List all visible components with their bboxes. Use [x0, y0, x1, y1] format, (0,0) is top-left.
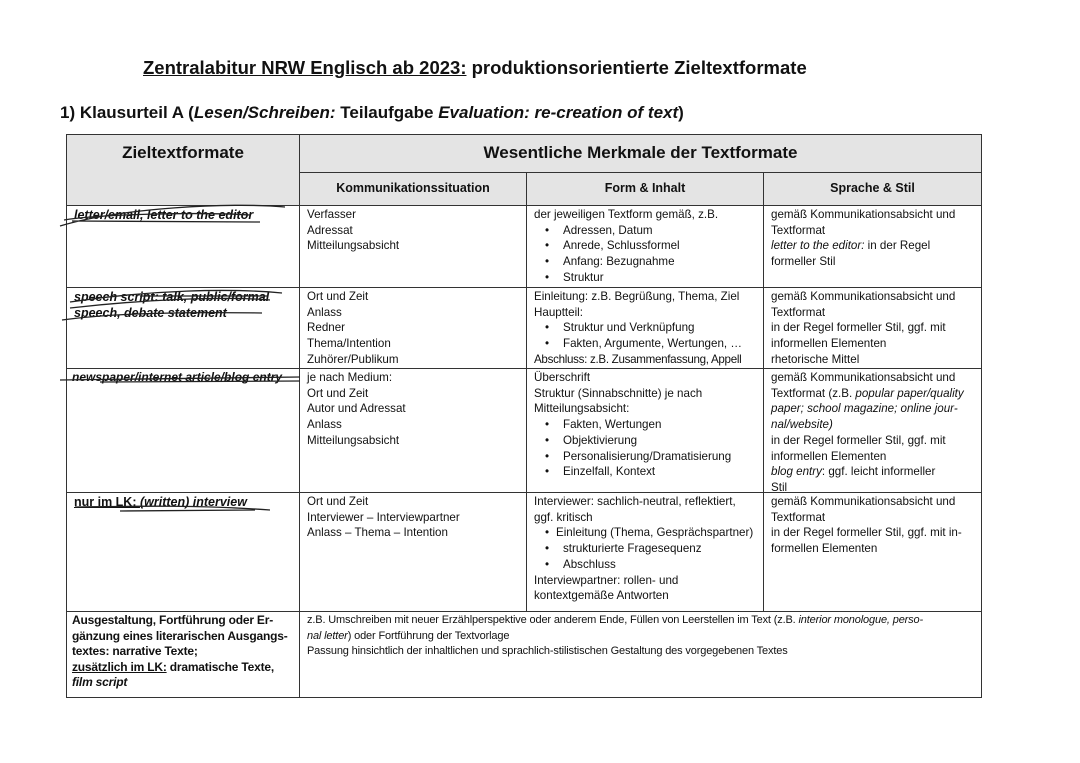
line: in der Regel formeller Stil, ggf. mit — [771, 433, 946, 447]
form-cell — [526, 287, 764, 369]
line: in der Regel formeller Stil, ggf. mit in- — [771, 526, 962, 540]
format-cell-speech — [66, 287, 300, 369]
form-cell — [526, 368, 764, 493]
line: gemäß Kommunikationsabsicht und — [771, 290, 956, 303]
line: je nach Medium: — [307, 371, 393, 384]
bullet: • Anrede, Schlussformel — [534, 238, 756, 254]
bullet: • Objektivierung — [534, 433, 756, 449]
section-heading — [60, 103, 684, 123]
desc-cell — [299, 611, 982, 698]
line: informellen Elementen — [771, 449, 887, 463]
line: Adressat — [307, 223, 353, 237]
title-rest: produktionsorientierte Zieltextformate — [466, 57, 807, 78]
komm-cell — [299, 205, 527, 288]
header-merkmale: Wesentliche Merkmale der Textformate — [299, 134, 982, 173]
sh-c: Teilaufgabe — [335, 103, 439, 122]
line: gemäß Kommunikationsabsicht und — [771, 371, 956, 384]
line: ggf. kritisch — [534, 510, 593, 524]
line: Textformat — [771, 305, 826, 319]
bullet: • Struktur — [534, 270, 756, 286]
line: Interviewer – Interviewpartner — [307, 510, 460, 524]
line: Hauptteil: — [534, 305, 583, 319]
line: Thema/Intention — [307, 337, 391, 351]
sh-b: Lesen/Schreiben: — [193, 103, 336, 122]
header-kommunikation: Kommunikationssituation — [299, 172, 527, 206]
format-cell-article — [66, 368, 300, 493]
line: Ort und Zeit — [307, 290, 369, 303]
format-label: newspaper/internet article/blog entry — [72, 370, 283, 384]
format-label: speech, debate statement — [74, 305, 227, 320]
text: dramatische Texte, — [166, 659, 274, 674]
line: Überschrift — [534, 371, 591, 384]
format-label: letter/email, letter to the editor — [74, 208, 254, 222]
italic: nal letter — [307, 629, 348, 642]
line: Ausgestaltung, Fortführung oder Er- — [72, 613, 273, 627]
line: Interviewer: sachlich-neutral, reflektiert, — [534, 495, 736, 508]
format-cell-literary — [66, 611, 300, 698]
line: kontextgemäße Antworten — [534, 589, 669, 603]
line: Passung hinsichtlich der inhaltlichen und sprachlich-stilistischen Gestaltung des vorgegebenen Textes — [307, 645, 788, 658]
line: gemäß Kommunikationsabsicht und — [771, 495, 956, 508]
lk-label: zusätzlich im LK: — [72, 659, 167, 674]
line: textes: narrative Texte; — [72, 644, 198, 658]
italic: interior monologue, perso- — [798, 614, 924, 626]
text: : ggf. leicht informeller — [821, 465, 936, 479]
bullet: • Fakten, Argumente, Wertungen, … — [534, 336, 756, 352]
header-sprache: Sprache & Stil — [763, 172, 982, 206]
stil-cell — [763, 368, 982, 493]
page-title — [143, 57, 807, 79]
line: in der Regel formeller Stil, ggf. mit — [771, 321, 946, 335]
line: gemäß Kommunikationsabsicht und — [771, 208, 956, 221]
line: Textformat — [771, 510, 826, 524]
sh-e: ) — [678, 103, 684, 122]
komm-cell — [299, 368, 527, 493]
text: in der Regel — [864, 239, 931, 253]
line: Zuhörer/Publikum — [307, 352, 399, 366]
line — [771, 386, 974, 402]
line — [771, 464, 974, 480]
bullet: • Einleitung (Thema, Gesprächspartner) — [534, 525, 756, 541]
komm-cell — [299, 492, 527, 612]
text: Textformat (z.B. — [771, 386, 856, 400]
lk-label: nur im LK: — [74, 495, 140, 509]
line: Anlass — [307, 305, 342, 319]
text: ) oder Fortführung der Textvorlage — [347, 629, 510, 642]
bullet: • strukturierte Fragesequenz — [534, 541, 756, 557]
bullet: • Fakten, Wertungen — [534, 417, 756, 433]
komm-cell — [299, 287, 527, 369]
format-label — [74, 495, 292, 511]
line: Interviewpartner: rollen- und — [534, 573, 679, 587]
line: Einleitung: z.B. Begrüßung, Thema, Ziel — [534, 290, 740, 303]
line — [72, 660, 294, 676]
line — [771, 238, 974, 254]
bullet: • Anfang: Bezugnahme — [534, 254, 756, 270]
stil-cell — [763, 492, 982, 612]
line: informellen Elementen — [771, 337, 887, 351]
line: Mitteilungsabsicht: — [534, 402, 630, 416]
line: Textformat — [771, 223, 826, 237]
bullet: • Adressen, Datum — [534, 223, 756, 239]
line: Stil — [771, 480, 788, 493]
italic: popular paper/quality — [855, 386, 964, 400]
sh-a: 1) Klausurteil A ( — [60, 103, 194, 122]
line: formellen Elementen — [771, 542, 878, 556]
format-cell-interview — [66, 492, 300, 612]
italic-line: nal/website) — [771, 418, 833, 432]
line: Verfasser — [307, 208, 356, 221]
film-script-label: film script — [72, 675, 128, 689]
italic-line: paper; school magazine; online jour- — [771, 402, 958, 416]
bullet: • Personalisierung/Dramatisierung — [534, 449, 756, 465]
header-zieltextformate: Zieltextformate — [66, 134, 300, 206]
format-cell-letter — [66, 205, 300, 288]
line: formeller Stil — [771, 255, 836, 269]
bullet: • Abschluss — [534, 557, 756, 573]
line: der jeweiligen Textform gemäß, z.B. — [534, 208, 719, 221]
format-label: speech script: talk, public/formal — [74, 290, 270, 304]
text: z.B. Umschreiben mit neuer Erzählperspektive oder anderem Ende, Füllen von Leerstellen im Text (z.B. — [307, 614, 799, 626]
line: Anlass – Thema – Intention — [307, 526, 448, 540]
title-underlined: Zentralabitur NRW Englisch ab 2023: — [143, 57, 467, 78]
bullet: • Einzelfall, Kontext — [534, 464, 756, 480]
sh-d: Evaluation: re-creation of text — [438, 103, 679, 122]
form-cell — [526, 492, 764, 612]
line: Ort und Zeit — [307, 495, 369, 508]
stil-cell — [763, 205, 982, 288]
text: (written) interview — [139, 495, 247, 509]
line: Abschluss: z.B. Zusammenfassung, Appell — [534, 352, 742, 366]
line: Anlass — [307, 418, 342, 432]
form-cell — [526, 205, 764, 288]
line: Redner — [307, 321, 346, 335]
line: gänzung eines literarischen Ausgangs- — [72, 628, 288, 643]
line — [307, 629, 974, 645]
line — [307, 613, 974, 629]
line: Mitteilungsabsicht — [307, 433, 400, 447]
line: rhetorische Mittel — [771, 352, 860, 366]
italic: letter to the editor: — [771, 239, 865, 253]
italic: blog entry — [771, 465, 822, 479]
line: Struktur (Sinnabschnitte) je nach — [534, 386, 703, 400]
header-form: Form & Inhalt — [526, 172, 764, 206]
bullet: • Struktur und Verknüpfung — [534, 320, 756, 336]
line: Autor und Adressat — [307, 402, 406, 416]
stil-cell — [763, 287, 982, 369]
line: Ort und Zeit — [307, 386, 369, 400]
line: Mitteilungsabsicht — [307, 239, 400, 253]
